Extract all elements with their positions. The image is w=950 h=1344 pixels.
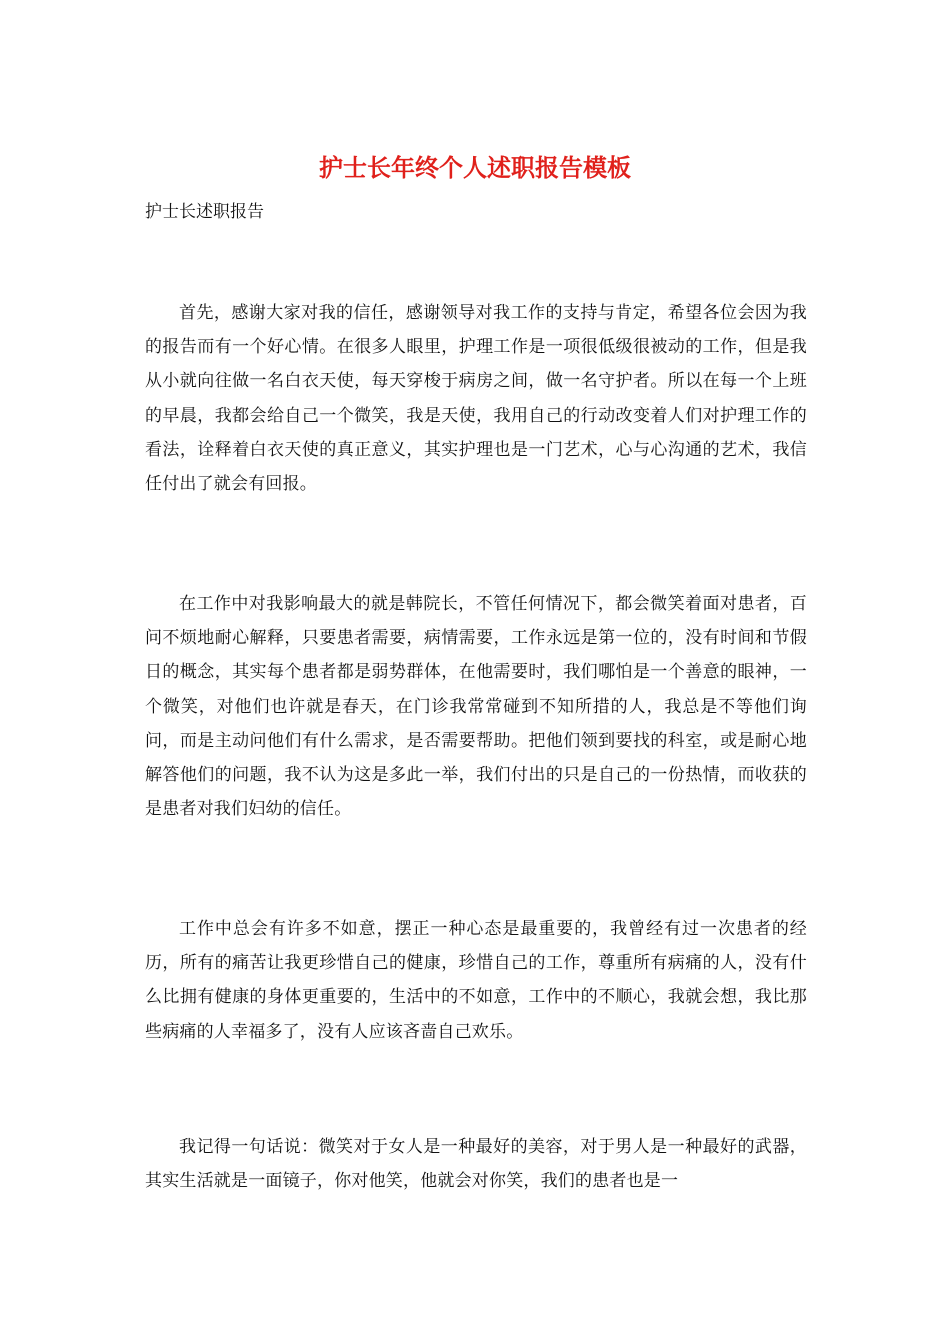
document-title: 护士长年终个人述职报告模板 [319,153,631,182]
paragraph-1: 首先，感谢大家对我的信任，感谢领导对我工作的支持与肯定，希望各位会因为我的报告而有一个好心情。在很多人眼里，护理工作是一项很低级很被动的工作，但是我从小就向往做一名白衣天使，每天穿梭于病房之间，做一名守护者。所以在每一个上班的早晨，我都会给自己一个微笑，我是天使，我用自己的行动改变着人们对护理工作的看法，诠释着白衣天使的真正意义，其实护理也是一门艺术，心与心沟通的艺术，我信任付出了就会有回报。 [145,303,807,495]
paragraph-3: 工作中总会有许多不如意，摆正一种心态是最重要的，我曾经有过一次患者的经历，所有的痛苦让我更珍惜自己的健康，珍惜自己的工作，尊重所有病痛的人，没有什么比拥有健康的身体更重要的，生活中的不如意，工作中的不顺心，我就会想，我比那些病痛的人幸福多了，没有人应该吝啬自己欢乐。 [145,919,807,1042]
document-subtitle: 护士长述职报告 [145,202,264,222]
paragraph-2: 在工作中对我影响最大的就是韩院长，不管任何情况下，都会微笑着面对患者，百问不烦地耐心解释，只要患者需要，病情需要，工作永远是第一位的，没有时间和节假日的概念，其实每个患者都是弱势群体，在他需要时，我们哪怕是一个善意的眼神，一个微笑，对他们也许就是春天，在门诊我常常碰到不知所措的人，我总是不等他们询问，而是主动问他们有什么需求，是否需要帮助。把他们领到要找的科室，或是耐心地解答他们的问题，我不认为这是多此一举，我们付出的只是自己的一份热情，而收获的是患者对我们妇幼的信任。 [145,594,807,820]
paragraph-4: 我记得一句话说：微笑对于女人是一种最好的美容，对于男人是一种最好的武器，其实生活就是一面镜子，你对他笑，他就会对你笑，我们的患者也是一 [145,1137,807,1192]
